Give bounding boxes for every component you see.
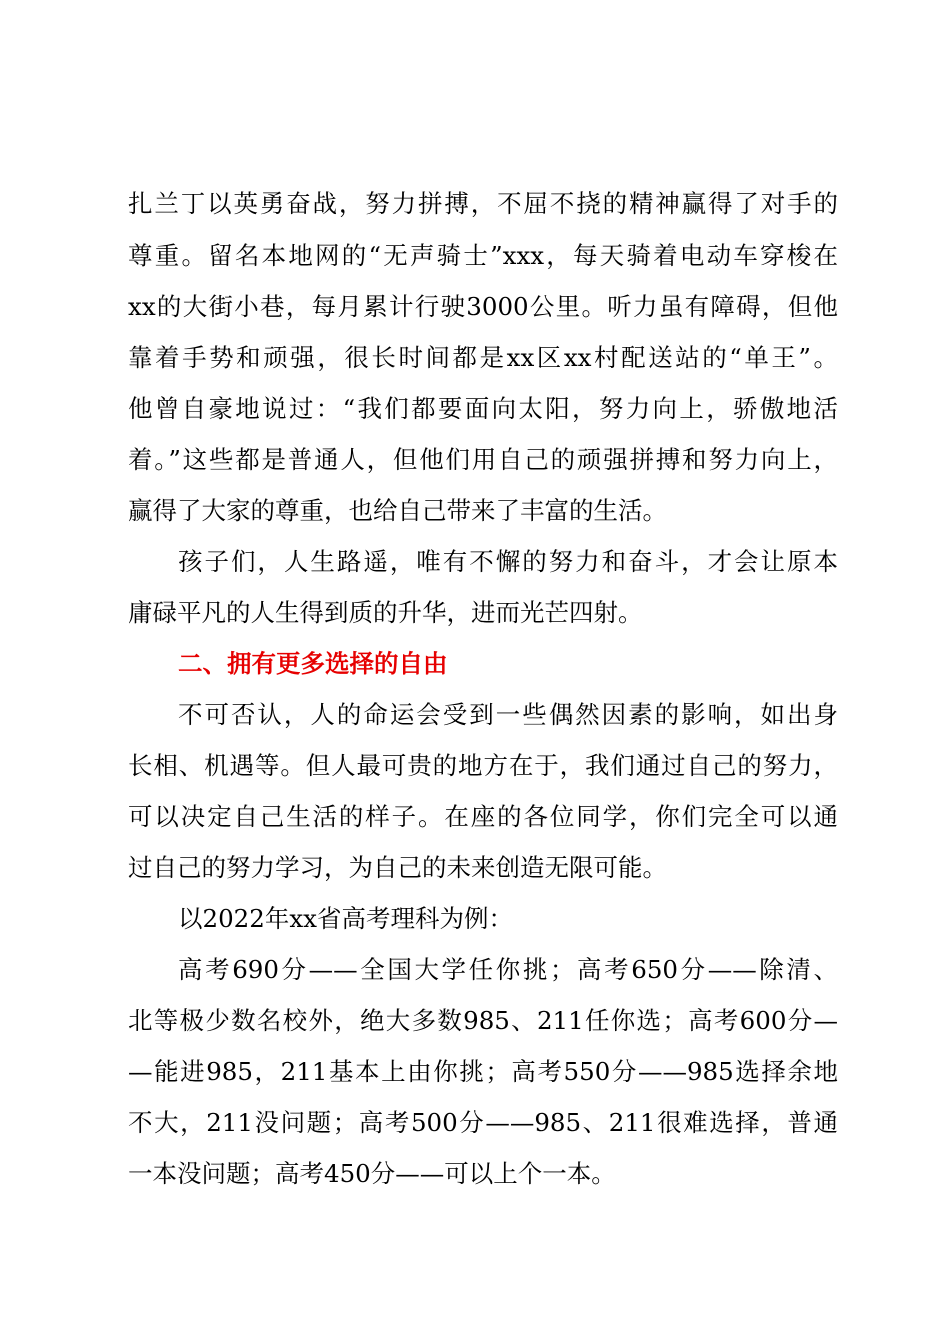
paragraph-line: 庸碌平凡的人生得到质的升华，进而光芒四射。	[128, 598, 643, 627]
paragraph-line: 尊重。留名本地网的“无声骑士”xxx，每天骑着电动车穿梭在	[128, 241, 838, 270]
paragraph-line: 高考690分——全国大学任你挑；高考650分——除清、	[178, 955, 838, 984]
section-heading: 二、拥有更多选择的自由	[178, 649, 448, 678]
paragraph-line: 靠着手势和顽强，很长时间都是xx区xx村配送站的“单王”。	[128, 343, 838, 372]
paragraph-line: 可以决定自己生活的样子。在座的各位同学，你们完全可以通	[128, 802, 838, 831]
paragraph-line: 不大，211没问题；高考500分——985、211很难选择，普通	[128, 1108, 838, 1137]
paragraph-line: —能进985，211基本上由你挑；高考550分——985选择余地	[128, 1057, 838, 1086]
paragraph-line: 长相、机遇等。但人最可贵的地方在于，我们通过自己的努力，	[128, 751, 838, 780]
paragraph-line: 以2022年xx省高考理科为例：	[178, 904, 513, 933]
paragraph-line: 北等极少数名校外，绝大多数985、211任你选；高考600分—	[128, 1006, 838, 1035]
paragraph-line: 不可否认，人的命运会受到一些偶然因素的影响，如出身	[178, 700, 838, 729]
paragraph-line: 着。”这些都是普通人，但他们用自己的顽强拼搏和努力向上，	[128, 445, 838, 474]
paragraph-line: 他曾自豪地说过：“我们都要面向太阳，努力向上，骄傲地活	[128, 394, 838, 423]
paragraph-line: 过自己的努力学习，为自己的未来创造无限可能。	[128, 853, 667, 882]
paragraph-line: 赢得了大家的尊重，也给自己带来了丰富的生活。	[128, 496, 667, 525]
paragraph-line: 一本没问题；高考450分——可以上个一本。	[128, 1159, 616, 1188]
paragraph-line: 扎兰丁以英勇奋战，努力拼搏，不屈不挠的精神赢得了对手的	[128, 189, 838, 218]
paragraph-line: 孩子们，人生路遥，唯有不懈的努力和奋斗，才会让原本	[178, 547, 838, 576]
paragraph-line: xx的大街小巷，每月累计行驶3000公里。听力虽有障碍，但他	[128, 292, 838, 321]
